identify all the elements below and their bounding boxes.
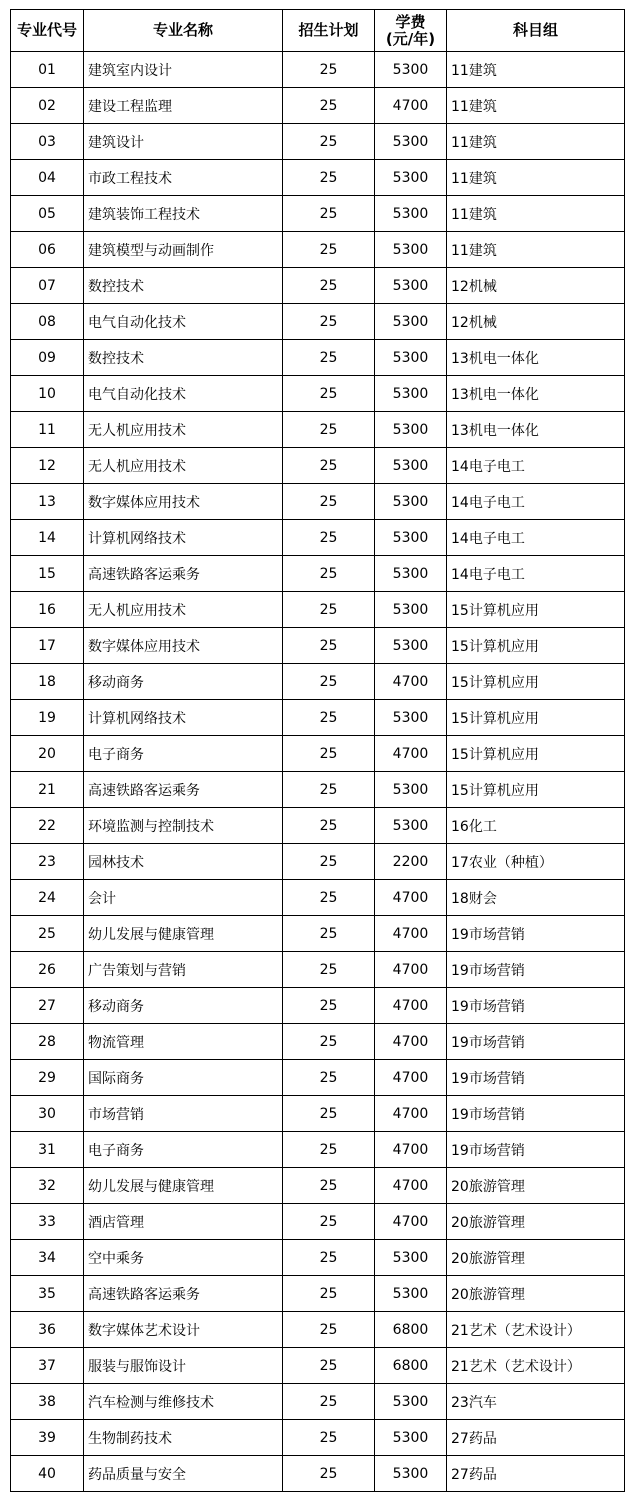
- cell-name: 移动商务: [84, 988, 283, 1024]
- cell-fee: 2200: [375, 844, 447, 880]
- cell-plan: 25: [283, 1132, 375, 1168]
- cell-fee: 4700: [375, 1168, 447, 1204]
- cell-plan: 25: [283, 1420, 375, 1456]
- cell-group: 13机电一体化: [447, 340, 625, 376]
- table-row: [11, 304, 625, 340]
- cell-fee: 4700: [375, 1204, 447, 1240]
- cell-code: 28: [11, 1024, 84, 1060]
- cell-fee: 5300: [375, 412, 447, 448]
- cell-code: 18: [11, 664, 84, 700]
- cell-code: 08: [11, 304, 84, 340]
- cell-group: 19市场营销: [447, 1060, 625, 1096]
- cell-plan: 25: [283, 52, 375, 88]
- cell-group: 11建筑: [447, 124, 625, 160]
- cell-plan: 25: [283, 556, 375, 592]
- cell-plan: 25: [283, 520, 375, 556]
- cell-code: 34: [11, 1240, 84, 1276]
- cell-fee: 4700: [375, 88, 447, 124]
- cell-fee: 4700: [375, 664, 447, 700]
- cell-code: 03: [11, 124, 84, 160]
- table-row: [11, 196, 625, 232]
- header-code: 专业代号: [11, 10, 84, 52]
- cell-group: 15计算机应用: [447, 664, 625, 700]
- cell-code: 09: [11, 340, 84, 376]
- cell-group: 13机电一体化: [447, 412, 625, 448]
- cell-fee: 4700: [375, 1096, 447, 1132]
- cell-name: 计算机网络技术: [84, 520, 283, 556]
- cell-name: 幼儿发展与健康管理: [84, 916, 283, 952]
- cell-fee: 5300: [375, 628, 447, 664]
- cell-name: 市政工程技术: [84, 160, 283, 196]
- cell-fee: 5300: [375, 1420, 447, 1456]
- table-row: [11, 700, 625, 736]
- cell-fee: 5300: [375, 556, 447, 592]
- table-row: [11, 736, 625, 772]
- cell-group: 15计算机应用: [447, 628, 625, 664]
- cell-code: 10: [11, 376, 84, 412]
- cell-group: 16化工: [447, 808, 625, 844]
- cell-fee: 6800: [375, 1348, 447, 1384]
- cell-name: 计算机网络技术: [84, 700, 283, 736]
- cell-plan: 25: [283, 772, 375, 808]
- cell-fee: 5300: [375, 196, 447, 232]
- cell-group: 15计算机应用: [447, 736, 625, 772]
- cell-plan: 25: [283, 1348, 375, 1384]
- cell-fee: 5300: [375, 448, 447, 484]
- cell-group: 27药品: [447, 1456, 625, 1492]
- cell-code: 07: [11, 268, 84, 304]
- cell-group: 18财会: [447, 880, 625, 916]
- cell-code: 13: [11, 484, 84, 520]
- cell-code: 25: [11, 916, 84, 952]
- cell-name: 环境监测与控制技术: [84, 808, 283, 844]
- cell-name: 移动商务: [84, 664, 283, 700]
- cell-group: 15计算机应用: [447, 700, 625, 736]
- cell-fee: 4700: [375, 1060, 447, 1096]
- cell-code: 16: [11, 592, 84, 628]
- table-body: [11, 52, 625, 1492]
- cell-fee: 5300: [375, 1456, 447, 1492]
- cell-code: 22: [11, 808, 84, 844]
- cell-fee: 5300: [375, 1276, 447, 1312]
- table-row: [11, 592, 625, 628]
- cell-name: 数字媒体应用技术: [84, 484, 283, 520]
- cell-plan: 25: [283, 1240, 375, 1276]
- cell-group: 15计算机应用: [447, 772, 625, 808]
- cell-group: 20旅游管理: [447, 1204, 625, 1240]
- cell-plan: 25: [283, 376, 375, 412]
- table-row: [11, 340, 625, 376]
- table-row: [11, 880, 625, 916]
- cell-plan: 25: [283, 340, 375, 376]
- cell-group: 23汽车: [447, 1384, 625, 1420]
- header-fee-line1: 学费: [395, 12, 426, 31]
- cell-fee: 5300: [375, 268, 447, 304]
- cell-plan: 25: [283, 592, 375, 628]
- cell-code: 40: [11, 1456, 84, 1492]
- cell-name: 幼儿发展与健康管理: [84, 1168, 283, 1204]
- cell-fee: 4700: [375, 988, 447, 1024]
- cell-group: 19市场营销: [447, 1096, 625, 1132]
- cell-fee: 5300: [375, 808, 447, 844]
- cell-fee: 5300: [375, 160, 447, 196]
- cell-plan: 25: [283, 1024, 375, 1060]
- cell-code: 15: [11, 556, 84, 592]
- cell-code: 20: [11, 736, 84, 772]
- table-row: [11, 1348, 625, 1384]
- cell-name: 高速铁路客运乘务: [84, 772, 283, 808]
- table-row: [11, 160, 625, 196]
- cell-plan: 25: [283, 1276, 375, 1312]
- cell-code: 01: [11, 52, 84, 88]
- cell-plan: 25: [283, 700, 375, 736]
- table-row: [11, 268, 625, 304]
- table-row: [11, 628, 625, 664]
- cell-group: 19市场营销: [447, 988, 625, 1024]
- cell-name: 汽车检测与维修技术: [84, 1384, 283, 1420]
- table-row: [11, 664, 625, 700]
- cell-group: 11建筑: [447, 160, 625, 196]
- cell-plan: 25: [283, 268, 375, 304]
- cell-fee: 4700: [375, 1132, 447, 1168]
- cell-plan: 25: [283, 1060, 375, 1096]
- cell-plan: 25: [283, 844, 375, 880]
- cell-fee: 5300: [375, 700, 447, 736]
- cell-name: 电气自动化技术: [84, 304, 283, 340]
- cell-name: 广告策划与营销: [84, 952, 283, 988]
- cell-plan: 25: [283, 196, 375, 232]
- cell-code: 35: [11, 1276, 84, 1312]
- cell-group: 14电子电工: [447, 448, 625, 484]
- cell-fee: 5300: [375, 484, 447, 520]
- cell-fee: 5300: [375, 1240, 447, 1276]
- cell-code: 02: [11, 88, 84, 124]
- cell-plan: 25: [283, 628, 375, 664]
- cell-name: 市场营销: [84, 1096, 283, 1132]
- cell-group: 20旅游管理: [447, 1240, 625, 1276]
- cell-name: 空中乘务: [84, 1240, 283, 1276]
- cell-plan: 25: [283, 160, 375, 196]
- cell-group: 15计算机应用: [447, 592, 625, 628]
- cell-name: 数控技术: [84, 268, 283, 304]
- cell-name: 电气自动化技术: [84, 376, 283, 412]
- cell-name: 物流管理: [84, 1024, 283, 1060]
- cell-plan: 25: [283, 808, 375, 844]
- table-row: [11, 232, 625, 268]
- cell-fee: 5300: [375, 772, 447, 808]
- cell-name: 生物制药技术: [84, 1420, 283, 1456]
- table-row: [11, 1240, 625, 1276]
- cell-fee: 5300: [375, 232, 447, 268]
- table-row: [11, 88, 625, 124]
- cell-group: 27药品: [447, 1420, 625, 1456]
- cell-name: 电子商务: [84, 736, 283, 772]
- table-header: [11, 10, 625, 52]
- cell-fee: 4700: [375, 952, 447, 988]
- table-row: [11, 808, 625, 844]
- cell-name: 园林技术: [84, 844, 283, 880]
- cell-code: 14: [11, 520, 84, 556]
- cell-group: 14电子电工: [447, 520, 625, 556]
- cell-fee: 5300: [375, 124, 447, 160]
- cell-group: 21艺术（艺术设计）: [447, 1312, 625, 1348]
- cell-group: 12机械: [447, 304, 625, 340]
- cell-name: 数控技术: [84, 340, 283, 376]
- table-row: [11, 1168, 625, 1204]
- table-row: [11, 1132, 625, 1168]
- cell-group: 12机械: [447, 268, 625, 304]
- cell-plan: 25: [283, 916, 375, 952]
- cell-plan: 25: [283, 880, 375, 916]
- cell-plan: 25: [283, 664, 375, 700]
- cell-name: 建设工程监理: [84, 88, 283, 124]
- cell-code: 11: [11, 412, 84, 448]
- cell-name: 无人机应用技术: [84, 592, 283, 628]
- table-row: [11, 1456, 625, 1492]
- table-row: [11, 376, 625, 412]
- cell-fee: 5300: [375, 520, 447, 556]
- cell-group: 19市场营销: [447, 916, 625, 952]
- header-group: 科目组: [447, 10, 625, 52]
- cell-name: 会计: [84, 880, 283, 916]
- cell-code: 04: [11, 160, 84, 196]
- cell-plan: 25: [283, 124, 375, 160]
- cell-fee: 5300: [375, 592, 447, 628]
- cell-code: 38: [11, 1384, 84, 1420]
- cell-fee: 4700: [375, 916, 447, 952]
- table-row: [11, 556, 625, 592]
- cell-plan: 25: [283, 736, 375, 772]
- cell-code: 27: [11, 988, 84, 1024]
- cell-group: 19市场营销: [447, 952, 625, 988]
- table-row: [11, 484, 625, 520]
- table-row: [11, 772, 625, 808]
- cell-fee: 5300: [375, 52, 447, 88]
- table-row: [11, 520, 625, 556]
- cell-name: 药品质量与安全: [84, 1456, 283, 1492]
- cell-group: 20旅游管理: [447, 1276, 625, 1312]
- cell-name: 电子商务: [84, 1132, 283, 1168]
- enrollment-table: [10, 9, 625, 1492]
- cell-plan: 25: [283, 88, 375, 124]
- table-row: [11, 448, 625, 484]
- cell-fee: 6800: [375, 1312, 447, 1348]
- cell-plan: 25: [283, 232, 375, 268]
- cell-group: 11建筑: [447, 196, 625, 232]
- cell-plan: 25: [283, 988, 375, 1024]
- table-row: [11, 1384, 625, 1420]
- cell-fee: 5300: [375, 376, 447, 412]
- cell-plan: 25: [283, 484, 375, 520]
- table-row: [11, 52, 625, 88]
- cell-fee: 5300: [375, 304, 447, 340]
- cell-group: 11建筑: [447, 88, 625, 124]
- table-row: [11, 952, 625, 988]
- cell-fee: 4700: [375, 1024, 447, 1060]
- cell-code: 30: [11, 1096, 84, 1132]
- cell-code: 29: [11, 1060, 84, 1096]
- cell-code: 32: [11, 1168, 84, 1204]
- cell-plan: 25: [283, 412, 375, 448]
- header-fee: [375, 10, 447, 52]
- cell-code: 37: [11, 1348, 84, 1384]
- cell-plan: 25: [283, 304, 375, 340]
- cell-code: 19: [11, 700, 84, 736]
- cell-code: 36: [11, 1312, 84, 1348]
- cell-group: 13机电一体化: [447, 376, 625, 412]
- cell-fee: 5300: [375, 1384, 447, 1420]
- cell-code: 26: [11, 952, 84, 988]
- cell-name: 无人机应用技术: [84, 412, 283, 448]
- table-row: [11, 1276, 625, 1312]
- table-row: [11, 124, 625, 160]
- table-row: [11, 916, 625, 952]
- table-row: [11, 1024, 625, 1060]
- table-row: [11, 988, 625, 1024]
- cell-code: 31: [11, 1132, 84, 1168]
- cell-fee: 4700: [375, 880, 447, 916]
- cell-group: 11建筑: [447, 232, 625, 268]
- cell-plan: 25: [283, 1312, 375, 1348]
- cell-name: 建筑室内设计: [84, 52, 283, 88]
- cell-group: 11建筑: [447, 52, 625, 88]
- cell-name: 国际商务: [84, 1060, 283, 1096]
- cell-name: 建筑设计: [84, 124, 283, 160]
- cell-name: 服装与服饰设计: [84, 1348, 283, 1384]
- header-fee-line2: (元/年): [385, 29, 436, 48]
- cell-plan: 25: [283, 448, 375, 484]
- cell-plan: 25: [283, 1204, 375, 1240]
- cell-code: 23: [11, 844, 84, 880]
- cell-plan: 25: [283, 1384, 375, 1420]
- cell-group: 20旅游管理: [447, 1168, 625, 1204]
- table-row: [11, 1312, 625, 1348]
- cell-code: 33: [11, 1204, 84, 1240]
- cell-name: 建筑模型与动画制作: [84, 232, 283, 268]
- table-row: [11, 412, 625, 448]
- table-row: [11, 844, 625, 880]
- cell-group: 21艺术（艺术设计）: [447, 1348, 625, 1384]
- cell-group: 19市场营销: [447, 1024, 625, 1060]
- cell-code: 21: [11, 772, 84, 808]
- cell-code: 06: [11, 232, 84, 268]
- cell-fee: 4700: [375, 736, 447, 772]
- header-name: 专业名称: [84, 10, 283, 52]
- cell-fee: 5300: [375, 340, 447, 376]
- cell-code: 12: [11, 448, 84, 484]
- cell-name: 高速铁路客运乘务: [84, 1276, 283, 1312]
- header-plan: 招生计划: [283, 10, 375, 52]
- cell-group: 14电子电工: [447, 484, 625, 520]
- cell-group: 19市场营销: [447, 1132, 625, 1168]
- table-row: [11, 1060, 625, 1096]
- cell-code: 05: [11, 196, 84, 232]
- cell-name: 数字媒体应用技术: [84, 628, 283, 664]
- cell-plan: 25: [283, 1456, 375, 1492]
- cell-code: 24: [11, 880, 84, 916]
- cell-code: 39: [11, 1420, 84, 1456]
- cell-name: 高速铁路客运乘务: [84, 556, 283, 592]
- cell-group: 17农业（种植）: [447, 844, 625, 880]
- cell-code: 17: [11, 628, 84, 664]
- cell-name: 无人机应用技术: [84, 448, 283, 484]
- cell-plan: 25: [283, 952, 375, 988]
- cell-name: 建筑装饰工程技术: [84, 196, 283, 232]
- cell-name: 酒店管理: [84, 1204, 283, 1240]
- cell-plan: 25: [283, 1168, 375, 1204]
- cell-plan: 25: [283, 1096, 375, 1132]
- table-row: [11, 1204, 625, 1240]
- cell-group: 14电子电工: [447, 556, 625, 592]
- table-row: [11, 1096, 625, 1132]
- cell-name: 数字媒体艺术设计: [84, 1312, 283, 1348]
- header-row: [11, 10, 625, 52]
- table-row: [11, 1420, 625, 1456]
